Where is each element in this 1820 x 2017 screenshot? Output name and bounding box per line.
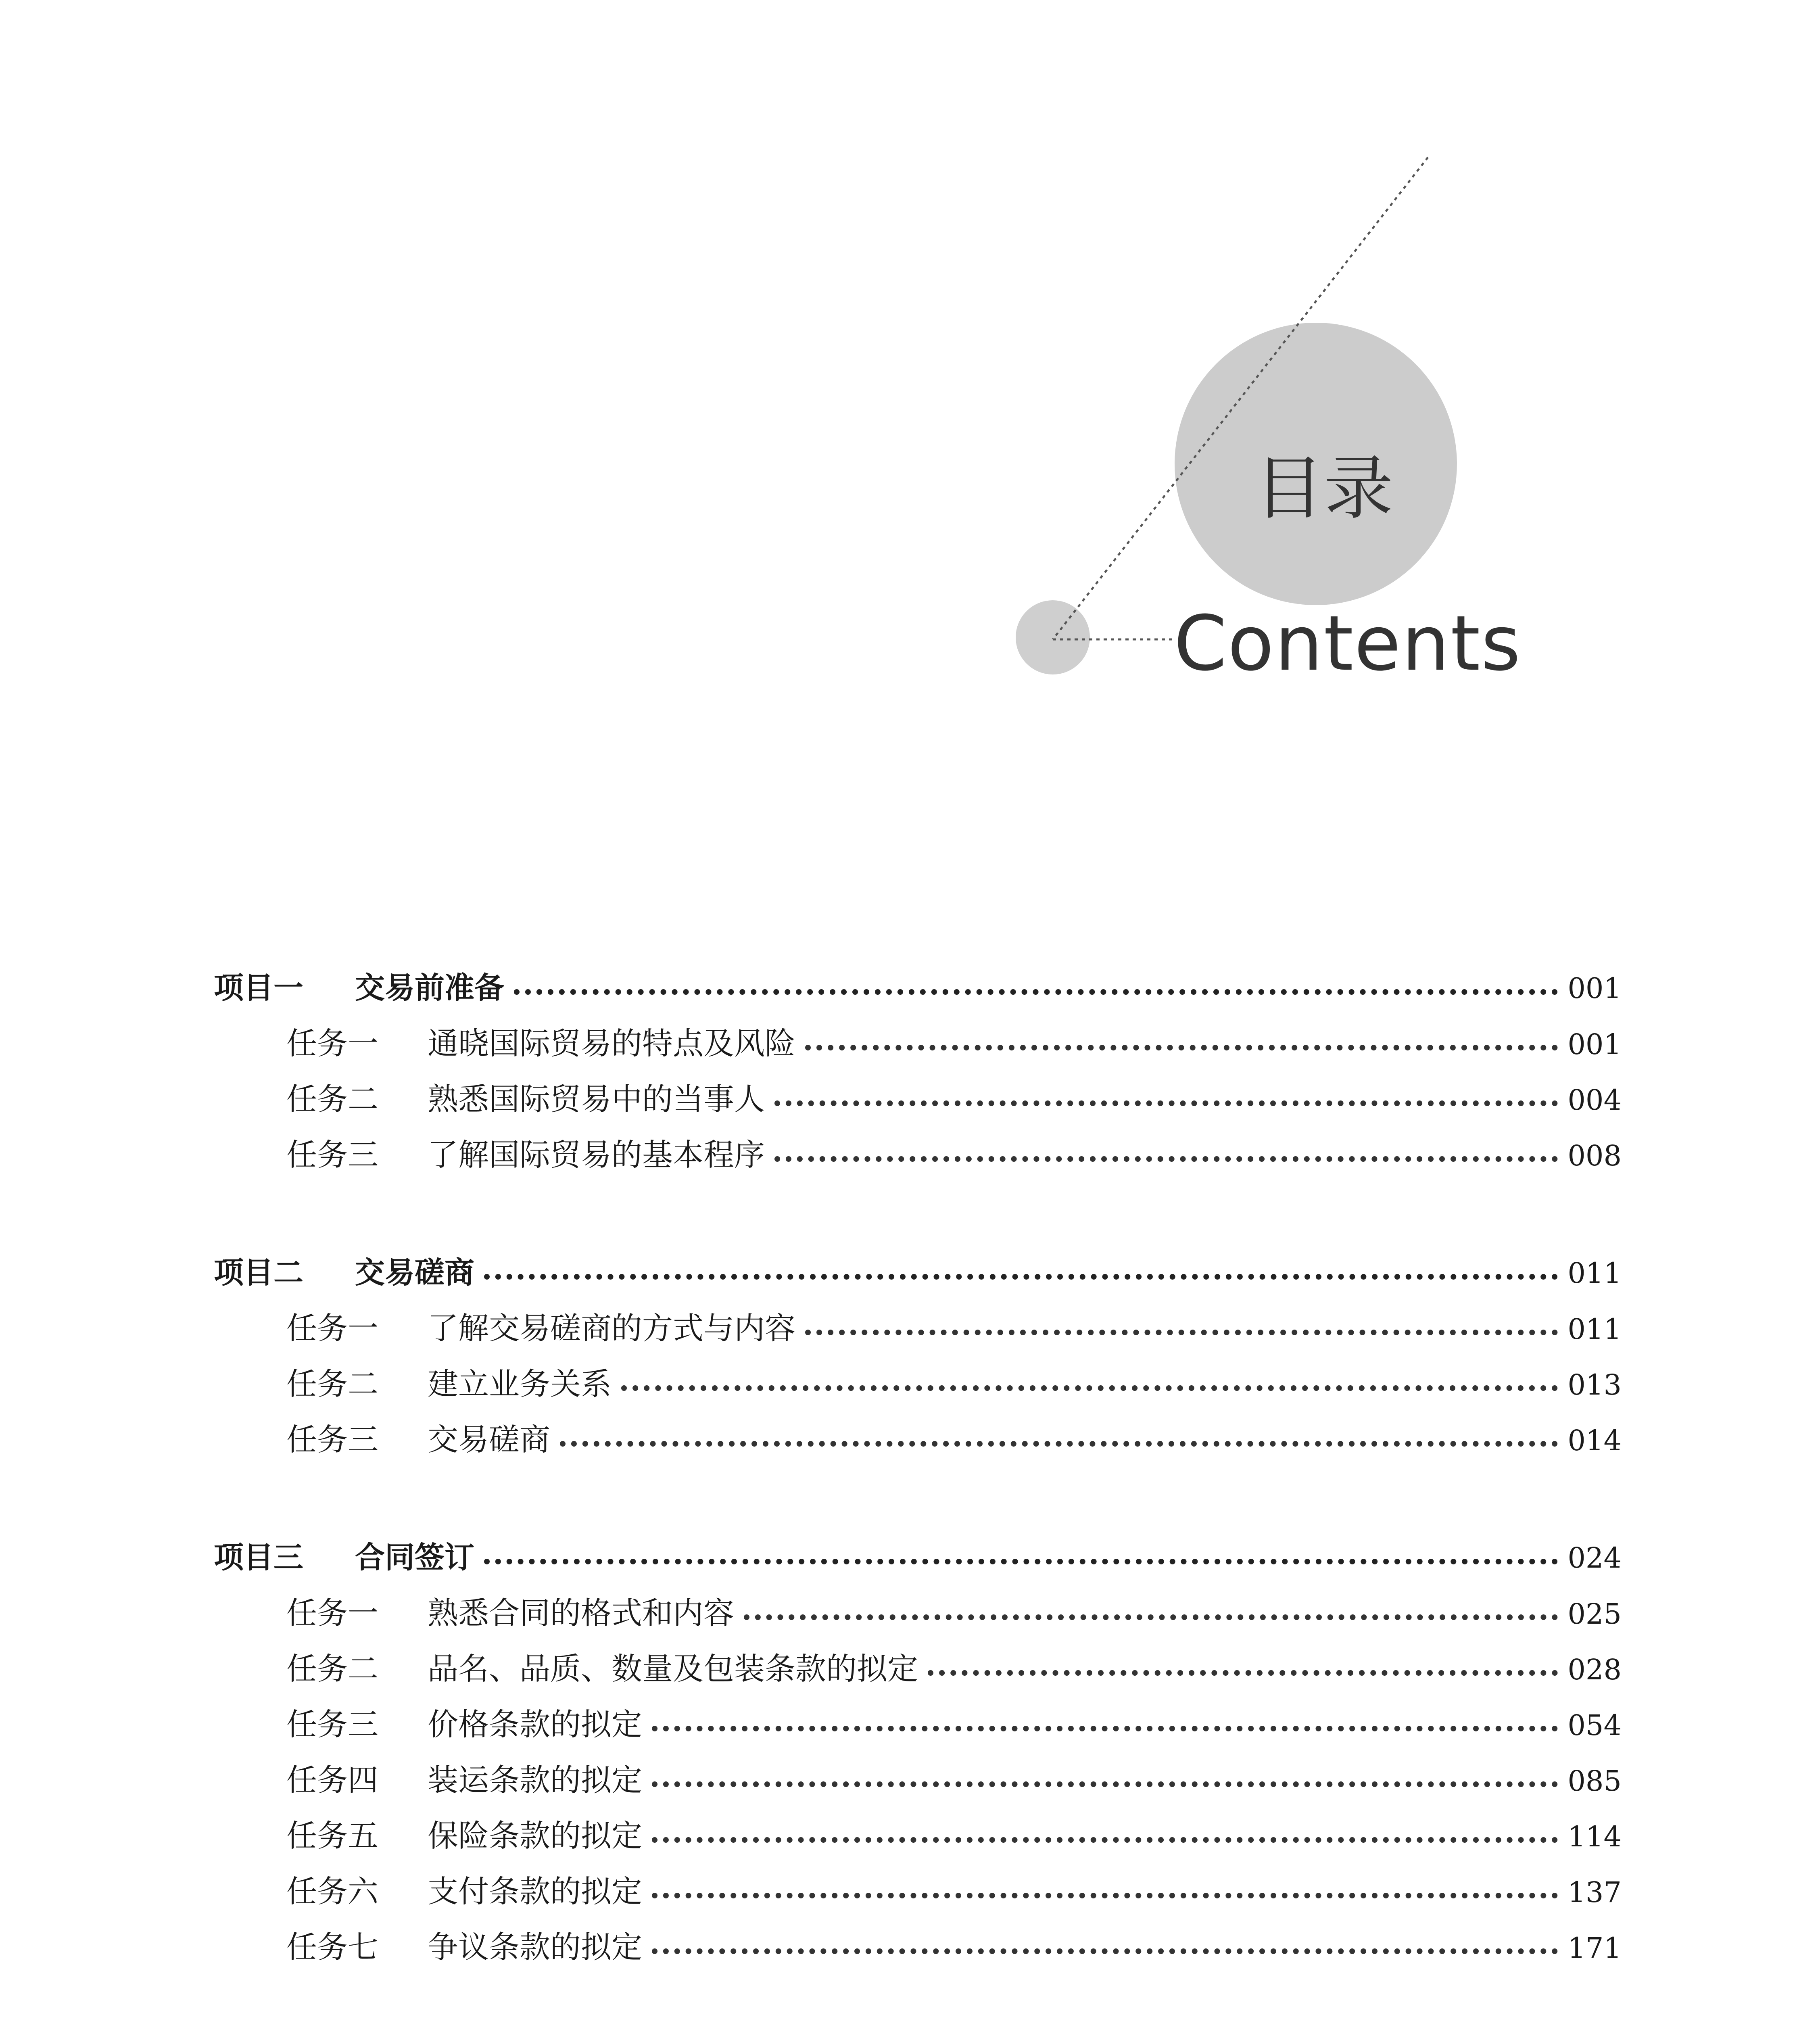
- task-title: 支付条款的拟定: [428, 1873, 642, 1909]
- dot-leader: [621, 1385, 1558, 1391]
- toc-task-entry[interactable]: [214, 1864, 1622, 1919]
- toc-entry-label: [286, 1641, 918, 1697]
- task-title: 品名、品质、数量及包装条款的拟定: [428, 1651, 918, 1687]
- toc-entry-label: [286, 1585, 734, 1641]
- toc-entry-label: [286, 1808, 642, 1864]
- dot-leader: [652, 1837, 1558, 1843]
- toc-task-entry[interactable]: [214, 1356, 1622, 1412]
- toc-entry-label: [286, 1016, 795, 1071]
- toc-entry-label: [214, 1245, 474, 1301]
- toc-section: [214, 960, 1622, 1183]
- toc-project-entry[interactable]: [214, 1530, 1622, 1585]
- task-number: 任务一: [286, 1595, 378, 1631]
- task-title: 交易磋商: [428, 1422, 550, 1457]
- toc-task-entry[interactable]: [214, 1412, 1622, 1468]
- task-title: 保险条款的拟定: [428, 1818, 642, 1854]
- dot-leader: [774, 1156, 1558, 1162]
- task-number: 任务七: [286, 1929, 378, 1965]
- page-ref: 008: [1567, 1139, 1622, 1172]
- page-ref: 011: [1567, 1313, 1622, 1346]
- toc-entry-label: [214, 1530, 474, 1585]
- task-number: 任务三: [286, 1422, 378, 1457]
- page-ref: 028: [1567, 1653, 1622, 1686]
- toc-task-entry[interactable]: [214, 1919, 1622, 1975]
- page-ref: 085: [1567, 1764, 1622, 1798]
- page-ref: 024: [1567, 1541, 1622, 1574]
- project-title: 合同签订: [355, 1540, 474, 1575]
- task-title: 建立业务关系: [428, 1366, 612, 1402]
- toc-entry-label: [286, 1864, 642, 1919]
- title-cn: 目录: [1254, 448, 1393, 529]
- project-title: 交易前准备: [355, 971, 504, 1005]
- task-title: 熟悉合同的格式和内容: [428, 1595, 734, 1631]
- dot-leader: [805, 1330, 1558, 1335]
- page-ref: 054: [1567, 1709, 1622, 1742]
- dot-leader: [652, 1948, 1558, 1954]
- dot-leader: [744, 1614, 1558, 1620]
- table-of-contents: [214, 960, 1622, 2017]
- toc-entry-label: [286, 1752, 642, 1808]
- toc-entry-label: [214, 960, 504, 1016]
- task-number: 任务一: [286, 1025, 378, 1061]
- project-number: 项目二: [214, 1255, 303, 1290]
- dot-leader: [560, 1441, 1558, 1447]
- project-number: 项目一: [214, 971, 303, 1005]
- dot-leader: [805, 1045, 1558, 1050]
- task-number: 任务二: [286, 1651, 378, 1687]
- project-title: 交易磋商: [355, 1255, 474, 1290]
- page-ref: 013: [1567, 1368, 1622, 1401]
- dot-leader: [774, 1100, 1558, 1106]
- toc-project-entry[interactable]: [214, 960, 1622, 1016]
- page-ref: 025: [1567, 1597, 1622, 1631]
- task-number: 任务四: [286, 1762, 378, 1798]
- toc-project-entry[interactable]: [214, 1245, 1622, 1301]
- task-title: 装运条款的拟定: [428, 1762, 642, 1798]
- page-ref: 001: [1567, 972, 1622, 1005]
- page-ref: 137: [1567, 1876, 1622, 1909]
- task-title: 了解国际贸易的基本程序: [428, 1137, 765, 1173]
- task-number: 任务二: [286, 1366, 378, 1402]
- page-ref: 004: [1567, 1084, 1622, 1117]
- toc-section: [214, 1245, 1622, 1468]
- toc-entry-label: [286, 1697, 642, 1752]
- toc-task-entry[interactable]: [214, 1585, 1622, 1641]
- toc-section: [214, 1530, 1622, 1975]
- toc-task-entry[interactable]: [214, 1697, 1622, 1752]
- toc-task-entry[interactable]: [214, 1301, 1622, 1356]
- task-number: 任务三: [286, 1137, 378, 1173]
- task-title: 了解交易磋商的方式与内容: [428, 1310, 795, 1346]
- dot-leader: [484, 1559, 1558, 1564]
- page-ref: 114: [1567, 1820, 1622, 1853]
- toc-task-entry[interactable]: [214, 1641, 1622, 1697]
- page-ref: 011: [1567, 1257, 1622, 1290]
- task-title: 熟悉国际贸易中的当事人: [428, 1081, 765, 1117]
- task-number: 任务五: [286, 1818, 378, 1854]
- dot-leader: [514, 989, 1558, 995]
- task-title: 通晓国际贸易的特点及风险: [428, 1025, 795, 1061]
- toc-task-entry[interactable]: [214, 1808, 1622, 1864]
- task-number: 任务六: [286, 1873, 378, 1909]
- toc-entry-label: [286, 1301, 795, 1356]
- task-title: 争议条款的拟定: [428, 1929, 642, 1965]
- toc-entry-label: [286, 1919, 642, 1975]
- task-number: 任务一: [286, 1310, 378, 1346]
- toc-entry-label: [286, 1356, 612, 1412]
- title-en: Contents: [1174, 599, 1522, 688]
- page-ref: 001: [1567, 1028, 1622, 1061]
- page-ref: 014: [1567, 1424, 1622, 1457]
- toc-task-entry[interactable]: [214, 1071, 1622, 1127]
- toc-entry-label: [286, 1412, 550, 1468]
- dot-leader: [652, 1893, 1558, 1898]
- toc-task-entry[interactable]: [214, 1127, 1622, 1183]
- toc-task-entry[interactable]: [214, 1752, 1622, 1808]
- toc-task-entry[interactable]: [214, 1016, 1622, 1071]
- task-title: 价格条款的拟定: [428, 1706, 642, 1742]
- project-number: 项目三: [214, 1540, 303, 1575]
- page-ref: 171: [1567, 1931, 1622, 1965]
- dot-leader: [652, 1726, 1558, 1731]
- task-number: 任务二: [286, 1081, 378, 1117]
- dot-leader: [652, 1781, 1558, 1787]
- task-number: 任务三: [286, 1706, 378, 1742]
- toc-entry-label: [286, 1071, 765, 1127]
- toc-entry-label: [286, 1127, 765, 1183]
- contents-header-art: [0, 0, 1820, 726]
- dot-leader: [928, 1670, 1558, 1676]
- dot-leader: [484, 1274, 1558, 1280]
- small-gray-circle: [1016, 600, 1090, 674]
